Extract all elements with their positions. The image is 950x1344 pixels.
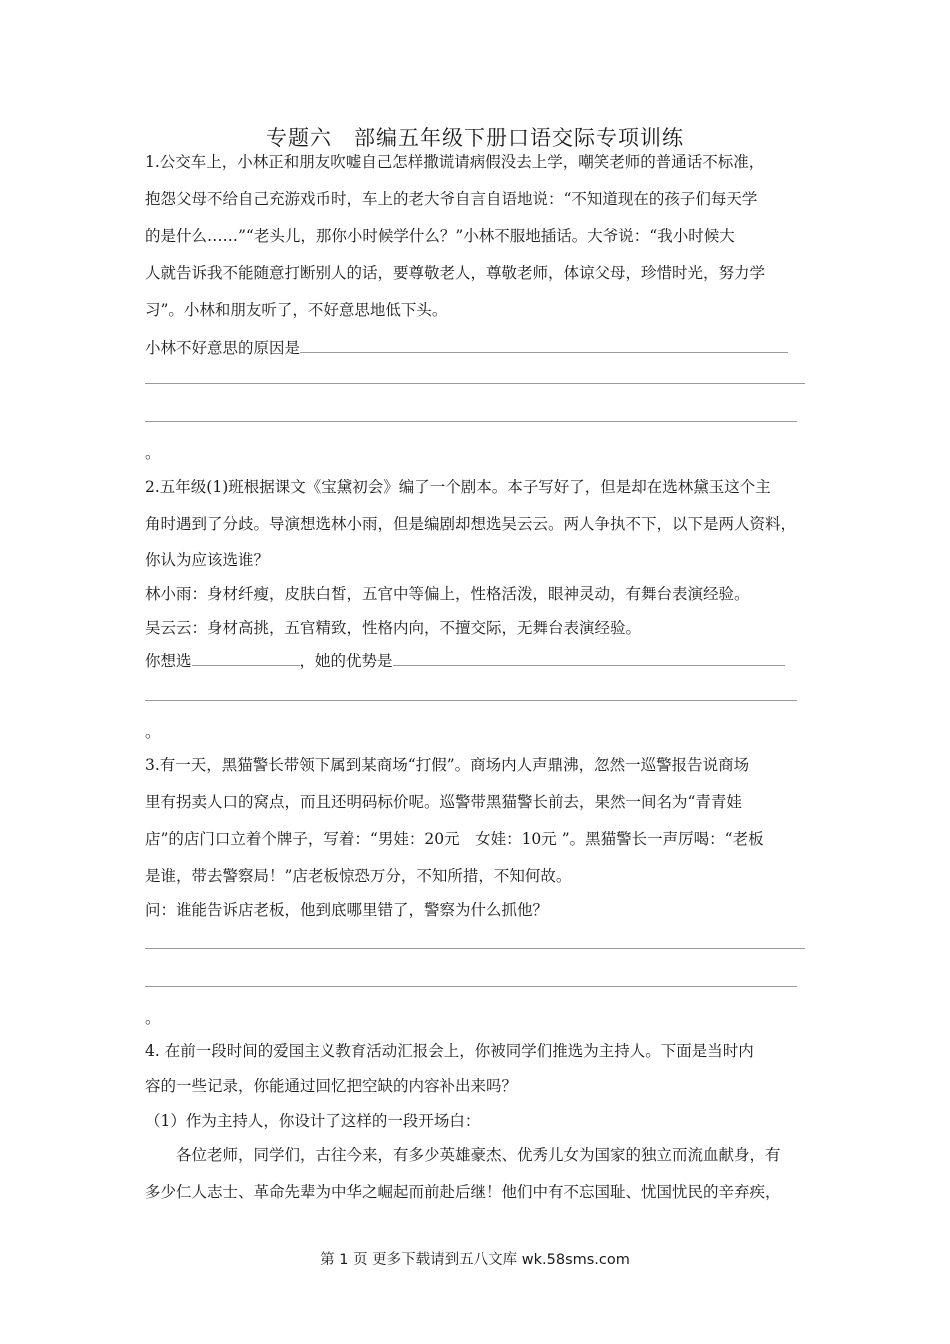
q1-answer-blank[interactable] [300,338,788,353]
page-footer: 第 1 页 更多下载请到五八文库 wk.58sms.com [320,1252,630,1268]
q4-text-line: 容的一些记录，你能通过回忆把空缺的内容补出来吗？ [145,1077,518,1095]
q4-text-line: 各位老师，同学们，古往今来，有多少英雄豪杰、优秀儿女为国家的独立而流血献身，有 [145,1146,781,1164]
q1-answer-row [145,338,810,358]
q2-prompt-advantage: ，她的优势是 [299,652,393,670]
q2-text-line: 角时遇到了分歧。导演想选林小雨，但是编剧却想选吴云云。两人争执不下，以下是两人资料， [145,515,797,533]
q2-advantage-blank[interactable] [393,651,785,666]
q2-prompt-choice: 你想选 [145,652,192,670]
q4-subquestion: （1）作为主持人，你设计了这样的一段开场白： [145,1112,481,1130]
q1-answer-line[interactable] [145,383,805,384]
q1-answer-line[interactable] [145,421,797,422]
q4-text-line: 4. 在前一段时间的爱国主义教育活动汇报会上，你被同学们推选为主持人。下面是当时内 [145,1042,754,1060]
q2-answer-row [145,651,810,671]
q3-end-mark: 。 [145,1009,161,1027]
q3-question: 问：谁能告诉店老板，他到底哪里错了，警察为什么抓他？ [145,901,549,919]
q2-candidate-line: 吴云云：身材高挑，五官精致，性格内向，不擅交际，无舞台表演经验。 [145,619,642,637]
q2-candidate-line: 林小雨：身材纤瘦，皮肤白皙，五官中等偏上，性格活泼，眼神灵动，有舞台表演经验。 [145,585,750,603]
q3-answer-line[interactable] [145,948,805,949]
q4-text-line: 多少仁人志士、革命先辈为中华之崛起而前赴后继！他们中有不忘国耻、忧国忧民的辛弃疾， [145,1183,781,1201]
q2-text-line: 2.五年级(1)班根据课文《宝黛初会》编了一个剧本。本子写好了，但是却在选林黛玉这个主 [145,478,771,496]
q1-text-line: 人就告诉我不能随意打断别人的话，要尊敬老人，尊敬老师，体谅父母，珍惜时光，努力学 [145,264,766,282]
q2-answer-line[interactable] [145,700,797,701]
q2-end-mark: 。 [145,723,161,741]
q3-text-line: 3.有一天，黑猫警长带领下属到某商场“打假”。商场内人声鼎沸，忽然一巡警报告说商场 [145,756,750,774]
q1-prompt: 小林不好意思的原因是 [145,339,301,357]
page-title: 专题六 部编五年级下册口语交际专项训练 [266,126,684,150]
q2-text-line: 你认为应该选谁？ [145,551,270,569]
q3-text-line: 店”的店门口立着个牌子，写着：“男娃：20元 女娃：10元 ”。黑猫警长一声厉喝：“老板 [145,830,764,848]
q1-text-line: 的是什么……”“老头儿，那你小时候学什么？”小林不服地插话。大爷说：“我小时候大 [145,227,735,245]
q1-text-line: 1.公交车上，小林正和朋友吹嘘自己怎样撒谎请病假没去上学，嘲笑老师的普通话不标准， [145,153,765,171]
q1-text-line: 习”。小林和朋友听了，不好意思地低下头。 [145,301,448,319]
q1-text-line: 抱怨父母不给自己充游戏币时，车上的老大爷自言自语地说：“不知道现在的孩子们每天学 [145,190,758,208]
q3-answer-line[interactable] [145,986,797,987]
q3-text-line: 里有拐卖人口的窝点，而且还明码标价呢。巡警带黑猫警长前去，果然一间名为“青青娃 [145,793,742,811]
q1-end-mark: 。 [145,444,161,462]
q3-text-line: 是谁，带去警察局！”店老板惊恐万分，不知所措，不知何故。 [145,867,572,885]
q2-choice-blank[interactable] [192,651,300,666]
